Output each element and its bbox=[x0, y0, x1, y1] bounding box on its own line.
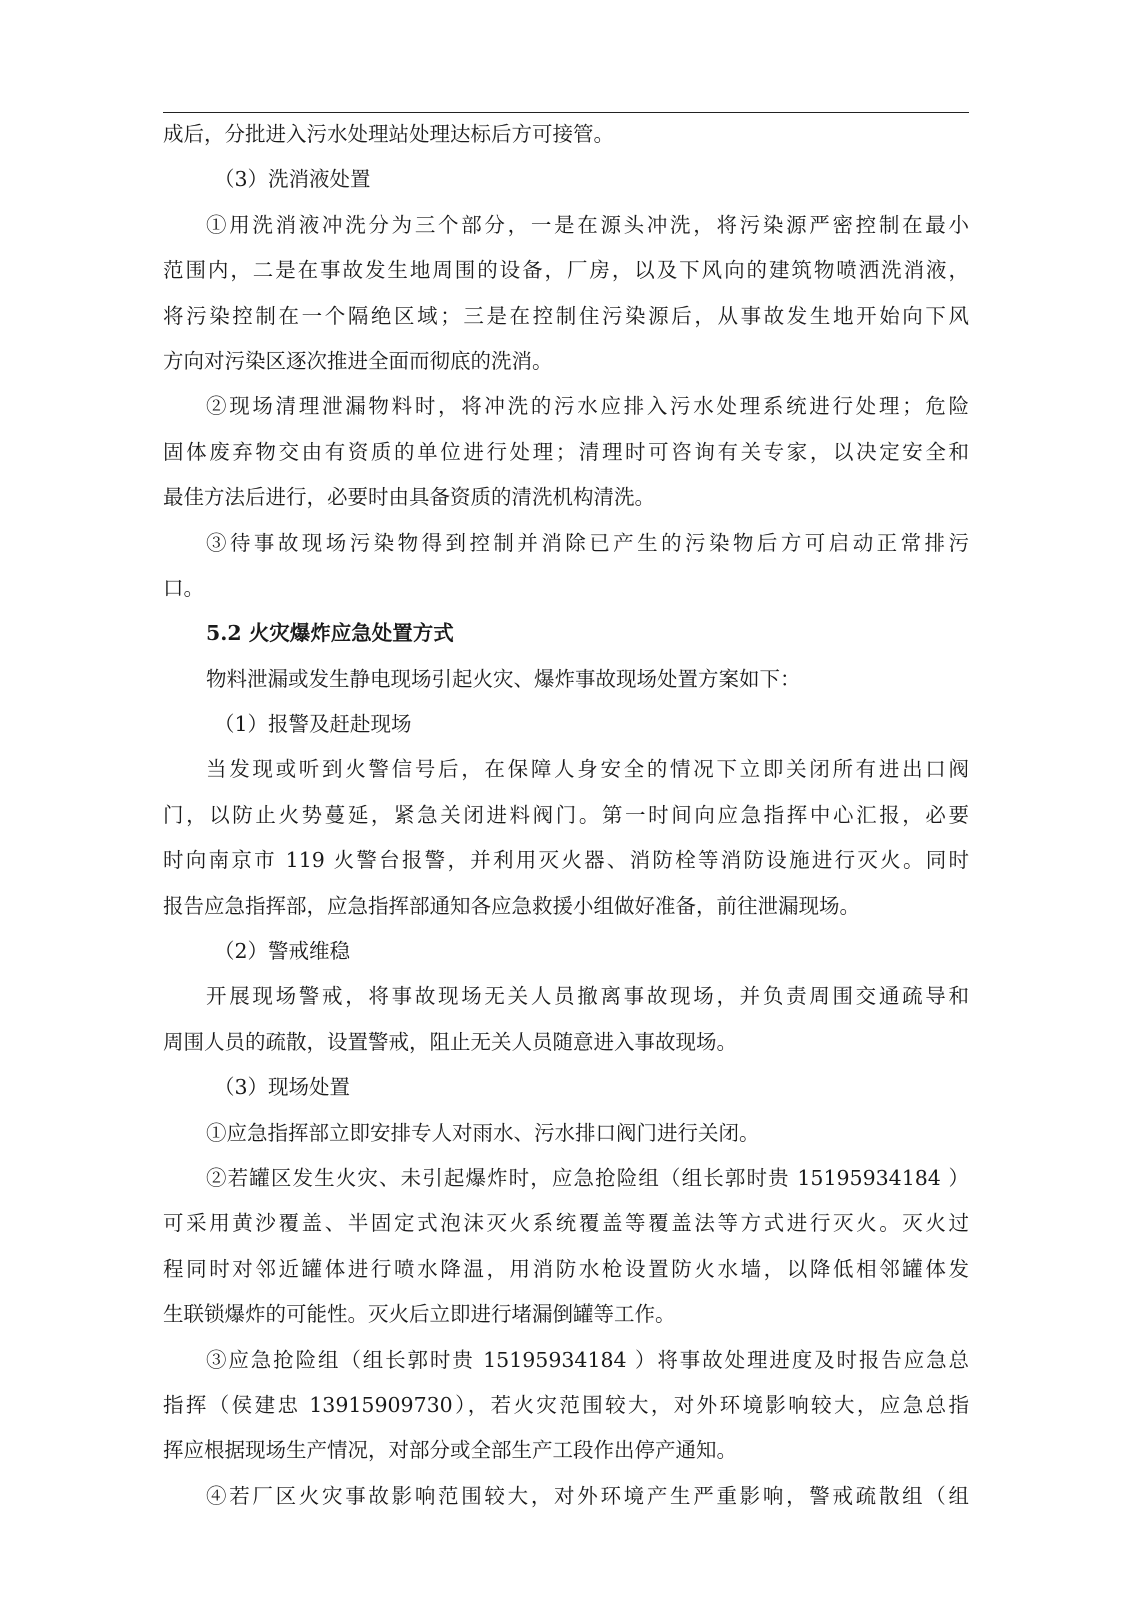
text-line: 范围内，二是在事故发生地周围的设备，厂房，以及下风向的建筑物喷洒洗消液， bbox=[163, 258, 969, 283]
text-line: ①应急指挥部立即安排专人对雨水、污水排口阀门进行关闭。 bbox=[206, 1120, 760, 1145]
text-line: 时向南京市 119 火警台报警，并利用灭火器、消防栓等消防设施进行灭火。同时 bbox=[163, 848, 969, 873]
text-line: ①用洗消液冲洗分为三个部分，一是在源头冲洗，将污染源严密控制在最小 bbox=[206, 212, 969, 237]
document-body bbox=[163, 112, 969, 1519]
text-line: 最佳方法后进行，必要时由具备资质的清洗机构清洗。 bbox=[163, 485, 655, 510]
text-line: ④若厂区火灾事故影响范围较大，对外环境产生严重影响，警戒疏散组（组 bbox=[206, 1483, 969, 1508]
text-line: 指挥（侯建忠 13915909730），若火灾范围较大，对外环境影响较大，应急总指 bbox=[163, 1392, 969, 1417]
text-line: 挥应根据现场生产情况，对部分或全部生产工段作出停产通知。 bbox=[163, 1438, 737, 1463]
text-line: ②若罐区发生火灾、未引起爆炸时，应急抢险组（组长郭时贵 15195934184 ） bbox=[206, 1165, 969, 1190]
subsection-heading: （2）警戒维稳 bbox=[214, 939, 351, 964]
text-line: 生联锁爆炸的可能性。灭火后立即进行堵漏倒罐等工作。 bbox=[163, 1302, 676, 1327]
text-line: 成后，分批进入污水处理站处理达标后方可接管。 bbox=[163, 122, 614, 146]
text-line: 将污染控制在一个隔绝区域；三是在控制住污染源后，从事故发生地开始向下风 bbox=[163, 303, 969, 328]
text-line: 固体废弃物交由有资质的单位进行处理；清理时可咨询有关专家，以决定安全和 bbox=[163, 439, 969, 464]
text-line: 周围人员的疏散，设置警戒，阻止无关人员随意进入事故现场。 bbox=[163, 1029, 737, 1054]
text-line: 开展现场警戒，将事故现场无关人员撤离事故现场，并负责周围交通疏导和 bbox=[206, 984, 969, 1009]
subsection-heading: （1）报警及赶赴现场 bbox=[214, 712, 412, 737]
text-line: 当发现或听到火警信号后，在保障人身安全的情况下立即关闭所有进出口阀 bbox=[206, 757, 969, 782]
text-line: 门，以防止火势蔓延，紧急关闭进料阀门。第一时间向应急指挥中心汇报，必要 bbox=[163, 802, 969, 827]
text-line: 物料泄漏或发生静电现场引起火灾、爆炸事故现场处置方案如下： bbox=[206, 666, 801, 691]
text-line: 方向对污染区逐次推进全面而彻底的洗消。 bbox=[163, 348, 553, 373]
text-line: ②现场清理泄漏物料时，将冲洗的污水应排入污水处理系统进行处理；危险 bbox=[206, 394, 969, 419]
subsection-heading: （3）洗消液处置 bbox=[214, 167, 371, 192]
subsection-heading: （3）现场处置 bbox=[214, 1075, 351, 1100]
text-line: 报告应急指挥部，应急指挥部通知各应急救援小组做好准备，前往泄漏现场。 bbox=[163, 893, 860, 918]
text-line: ③待事故现场污染物得到控制并消除已产生的污染物后方可启动正常排污 bbox=[206, 530, 969, 555]
section-heading: 5.2 火灾爆炸应急处置方式 bbox=[206, 621, 454, 646]
text-line: 可采用黄沙覆盖、半固定式泡沫灭火系统覆盖等覆盖法等方式进行灭火。灭火过 bbox=[163, 1211, 969, 1236]
text-line: 口。 bbox=[163, 575, 204, 600]
text-line: ③应急抢险组（组长郭时贵 15195934184 ）将事故处理进度及时报告应急总 bbox=[206, 1347, 969, 1372]
text-line: 程同时对邻近罐体进行喷水降温，用消防水枪设置防火水墙，以降低相邻罐体发 bbox=[163, 1256, 969, 1281]
